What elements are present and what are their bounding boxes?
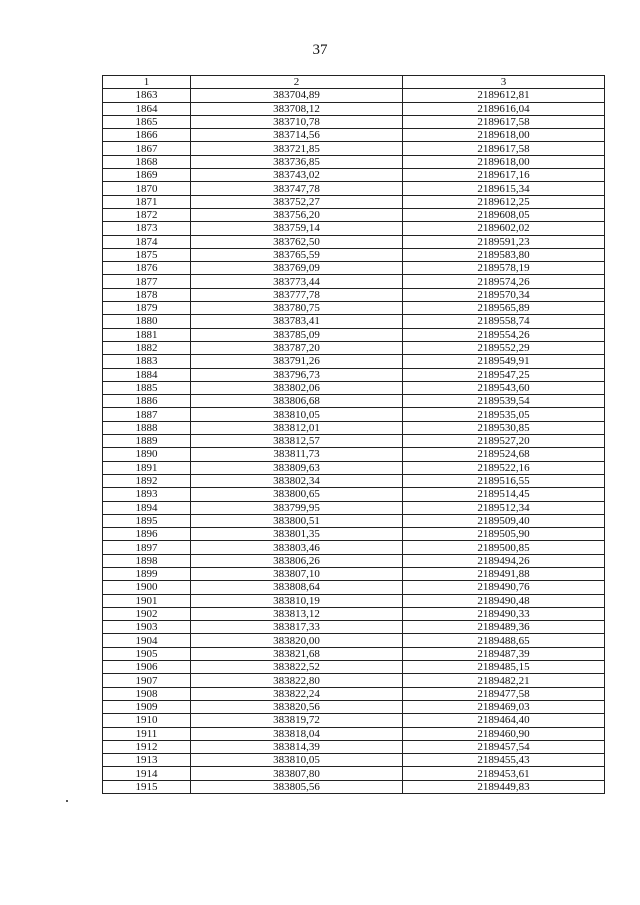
cell-x-coordinate: 383806,68 [191,395,403,408]
cell-point-number: 1887 [103,408,191,421]
cell-point-number: 1905 [103,647,191,660]
cell-x-coordinate: 383796,73 [191,368,403,381]
cell-point-number: 1876 [103,262,191,275]
table-row [103,740,605,753]
cell-x-coordinate: 383820,56 [191,700,403,713]
stray-mark [66,800,68,802]
cell-point-number: 1875 [103,248,191,261]
table-row [103,275,605,288]
table-row [103,262,605,275]
table-row [103,208,605,221]
cell-y-coordinate: 2189509,40 [403,514,605,527]
table-row [103,89,605,102]
table-row [103,395,605,408]
table-row [103,368,605,381]
cell-point-number: 1871 [103,195,191,208]
table-row [103,780,605,793]
cell-x-coordinate: 383756,20 [191,208,403,221]
cell-point-number: 1896 [103,528,191,541]
cell-y-coordinate: 2189460,90 [403,727,605,740]
cell-point-number: 1895 [103,514,191,527]
cell-point-number: 1901 [103,594,191,607]
cell-y-coordinate: 2189547,25 [403,368,605,381]
cell-x-coordinate: 383808,64 [191,581,403,594]
cell-x-coordinate: 383736,85 [191,155,403,168]
cell-y-coordinate: 2189535,05 [403,408,605,421]
cell-y-coordinate: 2189565,89 [403,302,605,315]
cell-point-number: 1880 [103,315,191,328]
cell-y-coordinate: 2189482,21 [403,674,605,687]
cell-point-number: 1912 [103,740,191,753]
cell-y-coordinate: 2189505,90 [403,528,605,541]
cell-x-coordinate: 383807,80 [191,767,403,780]
cell-x-coordinate: 383810,05 [191,408,403,421]
table-row [103,488,605,501]
cell-y-coordinate: 2189549,91 [403,355,605,368]
table-row [103,182,605,195]
cell-point-number: 1868 [103,155,191,168]
table-row [103,169,605,182]
cell-x-coordinate: 383812,01 [191,421,403,434]
page-number: 37 [312,42,328,58]
cell-x-coordinate: 383806,26 [191,554,403,567]
cell-x-coordinate: 383813,12 [191,607,403,620]
cell-point-number: 1884 [103,368,191,381]
cell-x-coordinate: 383810,05 [191,754,403,767]
table-row [103,341,605,354]
cell-x-coordinate: 383822,24 [191,687,403,700]
table-row [103,421,605,434]
cell-point-number: 1863 [103,89,191,102]
cell-x-coordinate: 383822,80 [191,674,403,687]
cell-point-number: 1864 [103,102,191,115]
cell-x-coordinate: 383802,06 [191,381,403,394]
cell-x-coordinate: 383822,52 [191,661,403,674]
cell-y-coordinate: 2189616,04 [403,102,605,115]
cell-y-coordinate: 2189487,39 [403,647,605,660]
cell-point-number: 1915 [103,780,191,793]
cell-y-coordinate: 2189612,81 [403,89,605,102]
cell-x-coordinate: 383710,78 [191,115,403,128]
cell-x-coordinate: 383791,26 [191,355,403,368]
cell-x-coordinate: 383773,44 [191,275,403,288]
cell-x-coordinate: 383704,89 [191,89,403,102]
cell-point-number: 1873 [103,222,191,235]
table-row [103,501,605,514]
cell-x-coordinate: 383708,12 [191,102,403,115]
cell-y-coordinate: 2189615,34 [403,182,605,195]
cell-y-coordinate: 2189489,36 [403,621,605,634]
cell-x-coordinate: 383787,20 [191,341,403,354]
cell-x-coordinate: 383807,10 [191,567,403,580]
cell-y-coordinate: 2189612,25 [403,195,605,208]
cell-y-coordinate: 2189617,16 [403,169,605,182]
table-row [103,448,605,461]
cell-point-number: 1866 [103,129,191,142]
cell-y-coordinate: 2189457,54 [403,740,605,753]
cell-y-coordinate: 2189488,65 [403,634,605,647]
cell-point-number: 1909 [103,700,191,713]
cell-x-coordinate: 383752,27 [191,195,403,208]
table-row [103,661,605,674]
cell-point-number: 1869 [103,169,191,182]
table-row [103,328,605,341]
cell-y-coordinate: 2189617,58 [403,115,605,128]
cell-y-coordinate: 2189617,58 [403,142,605,155]
cell-point-number: 1888 [103,421,191,434]
cell-x-coordinate: 383780,75 [191,302,403,315]
cell-point-number: 1911 [103,727,191,740]
cell-x-coordinate: 383769,09 [191,262,403,275]
table-row [103,435,605,448]
cell-y-coordinate: 2189583,80 [403,248,605,261]
cell-point-number: 1885 [103,381,191,394]
cell-point-number: 1899 [103,567,191,580]
table-row [103,647,605,660]
cell-y-coordinate: 2189449,83 [403,780,605,793]
table-row [103,687,605,700]
table-row [103,594,605,607]
table-row [103,767,605,780]
table-row [103,714,605,727]
cell-y-coordinate: 2189522,16 [403,461,605,474]
column-header-number: 1 [103,76,191,89]
cell-y-coordinate: 2189491,88 [403,567,605,580]
cell-y-coordinate: 2189494,26 [403,554,605,567]
cell-point-number: 1900 [103,581,191,594]
cell-y-coordinate: 2189602,02 [403,222,605,235]
table-row [103,634,605,647]
cell-y-coordinate: 2189570,34 [403,288,605,301]
cell-y-coordinate: 2189469,03 [403,700,605,713]
cell-y-coordinate: 2189514,45 [403,488,605,501]
cell-y-coordinate: 2189608,05 [403,208,605,221]
cell-y-coordinate: 2189527,20 [403,435,605,448]
cell-point-number: 1904 [103,634,191,647]
table-row [103,621,605,634]
table-row [103,528,605,541]
cell-x-coordinate: 383803,46 [191,541,403,554]
cell-point-number: 1879 [103,302,191,315]
cell-point-number: 1867 [103,142,191,155]
cell-point-number: 1891 [103,461,191,474]
table-row [103,315,605,328]
cell-x-coordinate: 383810,19 [191,594,403,607]
cell-point-number: 1892 [103,474,191,487]
cell-x-coordinate: 383802,34 [191,474,403,487]
cell-y-coordinate: 2189485,15 [403,661,605,674]
cell-point-number: 1881 [103,328,191,341]
cell-y-coordinate: 2189455,43 [403,754,605,767]
cell-x-coordinate: 383721,85 [191,142,403,155]
cell-x-coordinate: 383762,50 [191,235,403,248]
cell-x-coordinate: 383799,95 [191,501,403,514]
cell-point-number: 1913 [103,754,191,767]
table-row [103,355,605,368]
table-row [103,461,605,474]
table-row [103,700,605,713]
cell-point-number: 1889 [103,435,191,448]
cell-x-coordinate: 383800,65 [191,488,403,501]
table-row [103,554,605,567]
cell-point-number: 1902 [103,607,191,620]
table-row [103,607,605,620]
cell-y-coordinate: 2189591,23 [403,235,605,248]
cell-y-coordinate: 2189578,19 [403,262,605,275]
table-row [103,474,605,487]
cell-point-number: 1893 [103,488,191,501]
table-row [103,195,605,208]
cell-y-coordinate: 2189516,55 [403,474,605,487]
table-row [103,129,605,142]
cell-point-number: 1906 [103,661,191,674]
cell-x-coordinate: 383759,14 [191,222,403,235]
cell-x-coordinate: 383800,51 [191,514,403,527]
table-row [103,155,605,168]
table-row [103,408,605,421]
cell-y-coordinate: 2189524,68 [403,448,605,461]
table-row [103,567,605,580]
cell-y-coordinate: 2189530,85 [403,421,605,434]
table-row [103,541,605,554]
table-row [103,381,605,394]
cell-y-coordinate: 2189490,76 [403,581,605,594]
cell-x-coordinate: 383817,33 [191,621,403,634]
coordinates-table [102,75,605,794]
cell-point-number: 1865 [103,115,191,128]
table-body [103,89,605,794]
cell-point-number: 1897 [103,541,191,554]
table-row [103,514,605,527]
cell-x-coordinate: 383777,78 [191,288,403,301]
cell-x-coordinate: 383765,59 [191,248,403,261]
table-row [103,581,605,594]
table-header-row [103,76,605,89]
cell-y-coordinate: 2189512,34 [403,501,605,514]
cell-x-coordinate: 383805,56 [191,780,403,793]
cell-y-coordinate: 2189539,54 [403,395,605,408]
table-row [103,142,605,155]
table-row [103,102,605,115]
table-row [103,288,605,301]
cell-x-coordinate: 383785,09 [191,328,403,341]
table-row [103,248,605,261]
table-row [103,674,605,687]
cell-x-coordinate: 383811,73 [191,448,403,461]
column-header-x: 2 [191,76,403,89]
cell-y-coordinate: 2189543,60 [403,381,605,394]
cell-y-coordinate: 2189490,33 [403,607,605,620]
cell-y-coordinate: 2189453,61 [403,767,605,780]
table-row [103,115,605,128]
cell-point-number: 1914 [103,767,191,780]
cell-point-number: 1886 [103,395,191,408]
cell-y-coordinate: 2189464,40 [403,714,605,727]
cell-y-coordinate: 2189574,26 [403,275,605,288]
cell-y-coordinate: 2189552,29 [403,341,605,354]
cell-y-coordinate: 2189618,00 [403,129,605,142]
cell-point-number: 1877 [103,275,191,288]
cell-point-number: 1907 [103,674,191,687]
cell-point-number: 1890 [103,448,191,461]
table-row [103,235,605,248]
cell-x-coordinate: 383714,56 [191,129,403,142]
cell-point-number: 1908 [103,687,191,700]
cell-point-number: 1872 [103,208,191,221]
table-row [103,222,605,235]
cell-x-coordinate: 383812,57 [191,435,403,448]
table-row [103,302,605,315]
cell-point-number: 1883 [103,355,191,368]
cell-point-number: 1898 [103,554,191,567]
cell-y-coordinate: 2189490,48 [403,594,605,607]
cell-point-number: 1882 [103,341,191,354]
table-row [103,754,605,767]
cell-point-number: 1878 [103,288,191,301]
cell-point-number: 1870 [103,182,191,195]
cell-x-coordinate: 383821,68 [191,647,403,660]
cell-y-coordinate: 2189477,58 [403,687,605,700]
cell-x-coordinate: 383814,39 [191,740,403,753]
cell-x-coordinate: 383801,35 [191,528,403,541]
cell-y-coordinate: 2189618,00 [403,155,605,168]
column-header-y: 3 [403,76,605,89]
cell-x-coordinate: 383747,78 [191,182,403,195]
cell-x-coordinate: 383820,00 [191,634,403,647]
cell-y-coordinate: 2189554,26 [403,328,605,341]
table-row [103,727,605,740]
cell-point-number: 1903 [103,621,191,634]
cell-y-coordinate: 2189558,74 [403,315,605,328]
cell-point-number: 1874 [103,235,191,248]
cell-point-number: 1910 [103,714,191,727]
cell-point-number: 1894 [103,501,191,514]
cell-x-coordinate: 383819,72 [191,714,403,727]
cell-y-coordinate: 2189500,85 [403,541,605,554]
cell-x-coordinate: 383818,04 [191,727,403,740]
cell-x-coordinate: 383743,02 [191,169,403,182]
cell-x-coordinate: 383783,41 [191,315,403,328]
cell-x-coordinate: 383809,63 [191,461,403,474]
